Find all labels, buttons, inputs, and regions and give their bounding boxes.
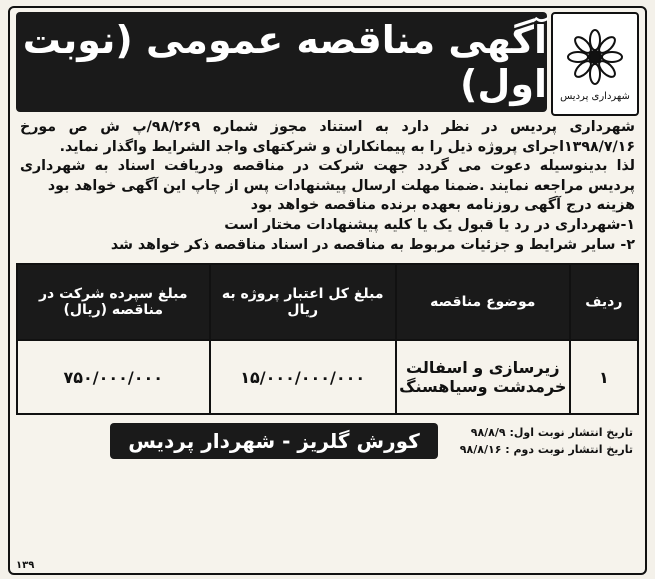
publication-code: ۱۳۹ — [16, 560, 35, 571]
cell-budget: ۱۵/۰۰۰/۰۰۰/۰۰۰ — [210, 340, 396, 414]
mayor-signature: کورش گلریز - شهردار پردیس — [110, 423, 438, 459]
notice-frame — [8, 6, 647, 575]
flower-logo-icon — [565, 27, 625, 87]
body-paragraph-3: هزینه درج آگهی روزنامه بعهده برنده مناقصه خواهد بود — [250, 197, 635, 214]
table-row — [17, 340, 638, 414]
notice-body — [20, 118, 635, 255]
header-deposit: مبلغ سپرده شرکت در مناقصه (ریال) — [17, 264, 210, 340]
logo-caption: شهرداری پردیس — [560, 90, 630, 102]
cell-deposit: ۷۵۰/۰۰۰/۰۰۰ — [17, 340, 210, 414]
second-publication-date: تاریخ انتشار نوبت دوم : ۹۸/۸/۱۶ — [459, 443, 633, 457]
cell-radif: ۱ — [570, 340, 638, 414]
body-condition-1: ۱-شهرداری در رد یا قبول یک یا کلیه پیشنهادات مختار است — [224, 216, 635, 233]
municipality-logo — [551, 12, 639, 116]
first-publication-date: تاریخ انتشار نوبت اول: ۹۸/۸/۹ — [470, 426, 633, 440]
table-header-row — [17, 264, 638, 340]
tender-table — [16, 263, 639, 415]
body-condition-2: ۲- سایر شرایط و جزئیات مربوط به مناقصه در اسناد مناقصه ذکر خواهد شد — [110, 236, 635, 253]
title-bar — [16, 12, 547, 112]
header-radif: ردیف — [570, 264, 638, 340]
cell-subject: زیرسازی و اسفالت خرمدشت وسیاهسنگ — [396, 340, 570, 414]
header — [16, 12, 639, 112]
footer — [16, 423, 639, 459]
header-budget: مبلغ کل اعتبار پروژه به ریال — [210, 264, 396, 340]
notice-title: آگهی مناقصه عمومی (نوبت اول) — [22, 18, 547, 106]
body-paragraph-2: لذا بدینوسیله دعوت می گردد جهت شرکت در مناقصه ودریافت اسناد به شهرداری پردیس مراجعه نمایند .ضمنا مهلت ارسال پیشنهادات پس از چاپ این آگهی خواهد بود — [20, 158, 635, 194]
publication-dates — [460, 424, 633, 458]
body-paragraph-1: شهرداری پردیس در نظر دارد به استناد مجوز شماره ۹۸/۲۶۹/پ ش ص مورخ ۱۳۹۸/۷/۱۶اجرای پروژه ذیل را به پیمانکاران و شرکتهای واجد الشرایط واگذار نماید. — [20, 119, 635, 155]
header-subject: موضوع مناقصه — [396, 264, 570, 340]
